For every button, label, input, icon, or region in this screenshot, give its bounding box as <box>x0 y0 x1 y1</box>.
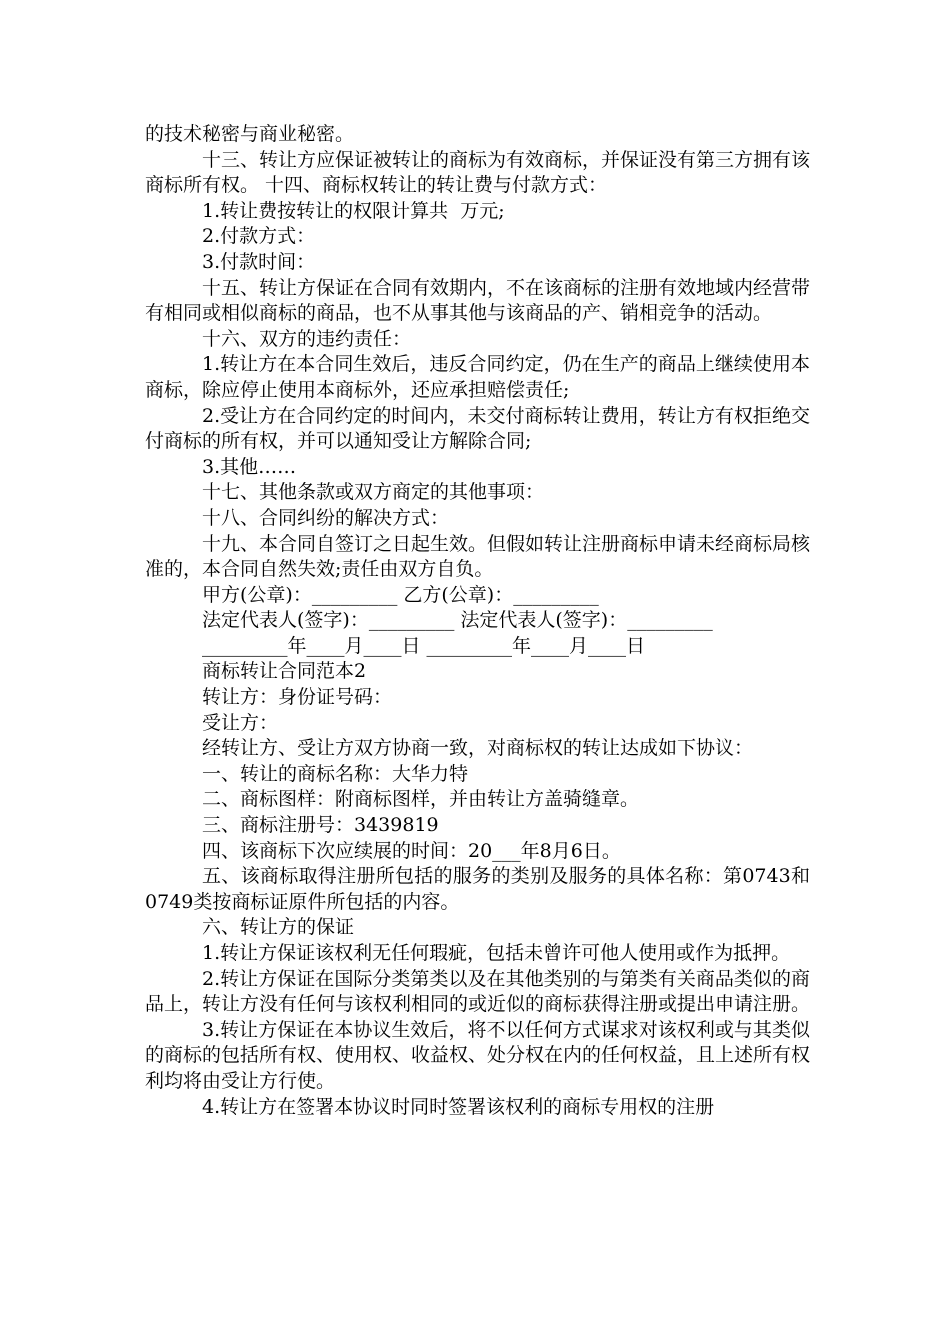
clause-18: 十八、合同纠纷的解决方式： <box>202 506 450 529</box>
paragraph: 二、商标图样：附商标图样，并由转让方盖骑缝章。 <box>202 788 640 811</box>
party-seal-line: 甲方(公章)：_________ 乙方(公章)：_________ <box>202 583 599 606</box>
paragraph: 1.转让方在本合同生效后，违反合同约定，仍在生产的商品上继续使用本商标，除应停止使用本商标外，还应承担赔偿责任; <box>145 353 810 401</box>
paragraph: 的技术秘密与商业秘密。 <box>145 123 355 145</box>
template-2-title: 商标转让合同范本2 <box>202 660 367 683</box>
paragraph: 2.付款方式： <box>202 225 316 248</box>
paragraph: 2.受让方在合同约定的时间内，未交付商标转让费用，转让方有权拒绝交付商标的所有权，并可以通知受让方解除合同; <box>145 404 810 453</box>
paragraph: 四、该商标下次应续展的时间：20___年8月6日。 <box>202 839 621 862</box>
clause-17: 十七、其他条款或双方商定的其他事项： <box>202 481 545 504</box>
clause-16: 十六、双方的违约责任： <box>202 327 412 350</box>
paragraph: 1.转让费按转让的权限计算共 万元; <box>202 199 505 222</box>
transferee-line: 受让方： <box>202 711 279 734</box>
paragraph: 六、转让方的保证 <box>202 916 355 939</box>
paragraph: 2.转让方保证在国际分类第类以及在其他类别的与第类有关商品类似的商品上，转让方没有任何与该权利相同的或近似的商标获得注册或提出申请注册。 <box>145 967 811 1016</box>
paragraph: 3.其他…… <box>202 455 297 478</box>
document-body <box>145 122 810 1120</box>
paragraph: 五、该商标取得注册所包括的服务的类别及服务的具体名称：第0743和0749类按商标证原件所包括的内容。 <box>145 865 810 913</box>
date-line: _________年____月____日 _________年____月____日 <box>202 634 646 657</box>
paragraph: 3.转让方保证在本协议生效后，将不以任何方式谋求对该权利或与其类似的商标的包括所有权、使用权、收益权、处分权在内的任何权益，且上述所有权利均将由受让方行使。 <box>145 1018 811 1092</box>
paragraph: 三、商标注册号：3439819 <box>202 814 439 837</box>
paragraph: 经转让方、受让方双方协商一致，对商标权的转让达成如下协议： <box>202 737 754 760</box>
paragraph: 3.付款时间： <box>202 250 316 273</box>
legal-rep-signature-line: 法定代表人(签字)：_________ 法定代表人(签字)：_________ <box>202 609 713 632</box>
clause-13-14: 十三、转让方应保证被转让的商标为有效商标，并保证没有第三方拥有该商标所有权。 十四、商标权转让的转让费与付款方式： <box>145 148 811 197</box>
paragraph: 一、转让的商标名称：大华力特 <box>202 762 469 785</box>
paragraph: 1.转让方保证该权利无任何瑕疵，包括未曾许可他人使用或作为抵押。 <box>202 942 791 964</box>
clause-19: 十九、本合同自签订之日起生效。但假如转让注册商标申请未经商标局核准的，本合同自然失效;责任由双方自负。 <box>145 532 811 581</box>
paragraph: 4.转让方在签署本协议时同时签署该权利的商标专用权的注册 <box>202 1095 715 1118</box>
transferor-line: 转让方：身份证号码： <box>202 686 393 709</box>
clause-15: 十五、转让方保证在合同有效期内，不在该商标的注册有效地域内经营带有相同或相似商标的商品，也不从事其他与该商品的产、销相竞争的活动。 <box>145 276 811 325</box>
